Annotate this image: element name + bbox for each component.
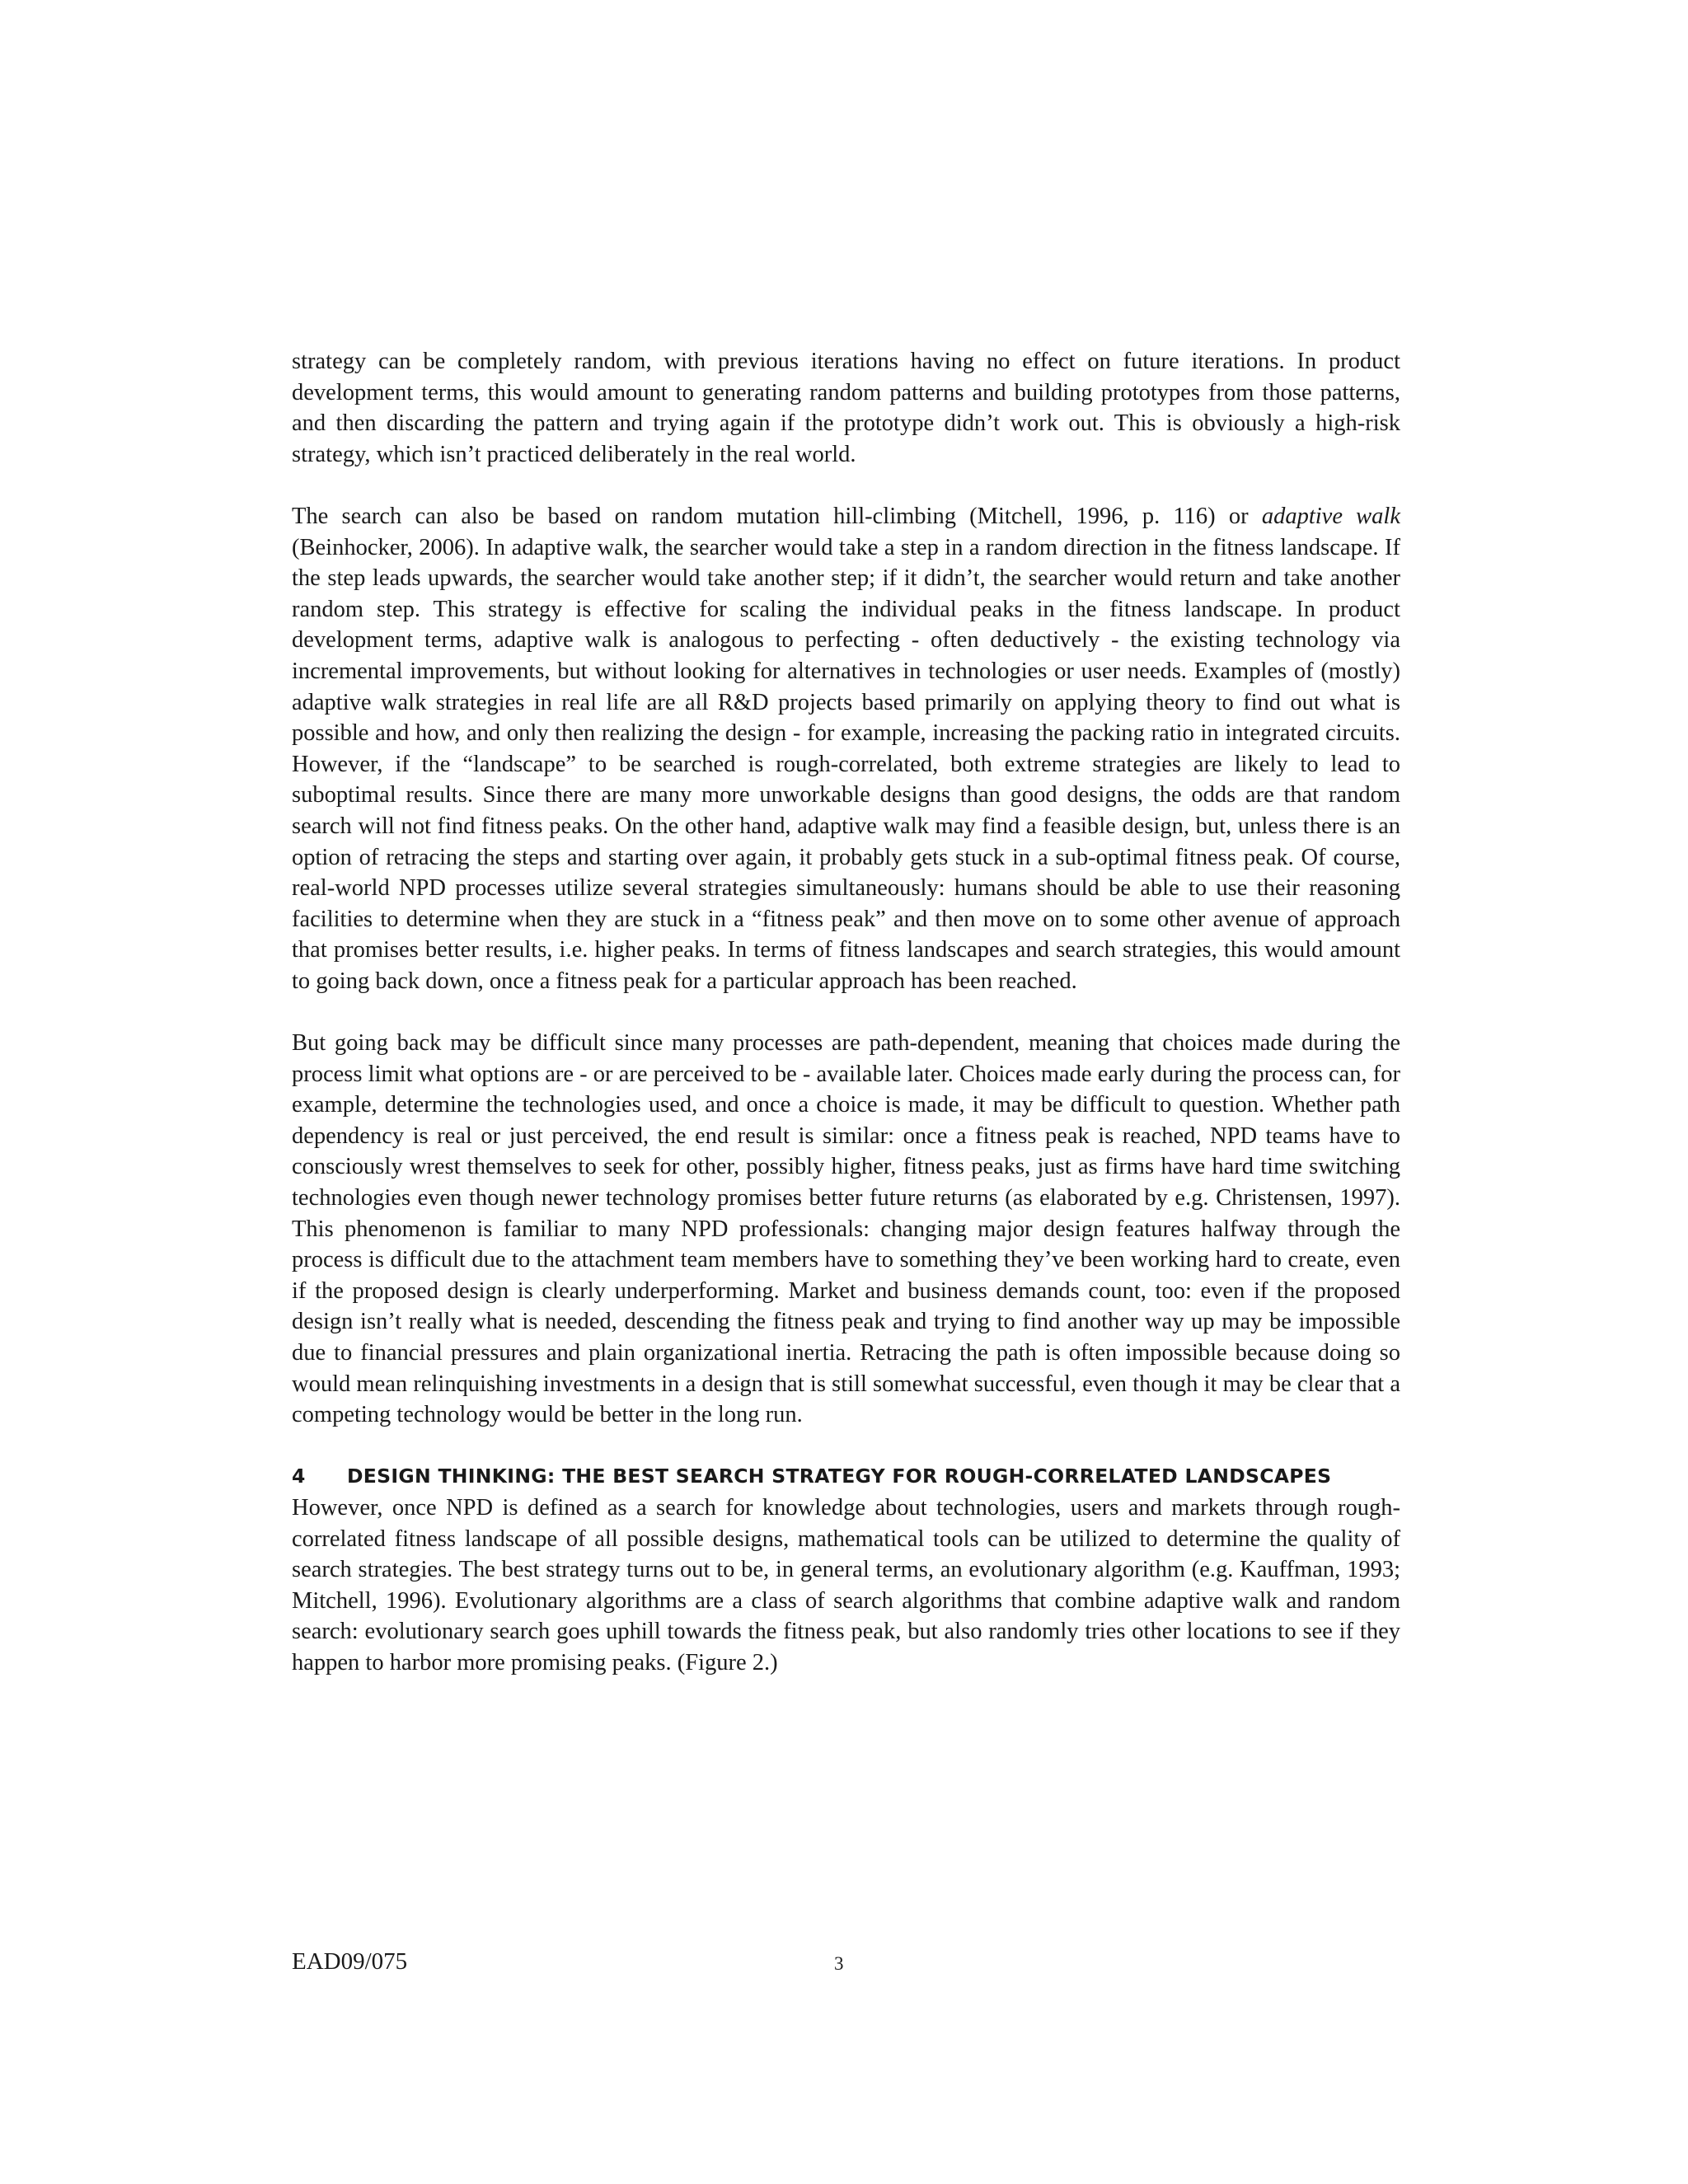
paragraph-random-search: strategy can be completely random, with previous iterations having no effect on future iterations. In product development terms, this would amount to generating random patterns and building prototypes from those patterns, and then discarding the pattern and trying again if the prototype didn’t work out. This is obviously a high-risk strategy, which isn’t practiced deliberately in the real world. bbox=[292, 349, 1400, 467]
section-title: DESIGN THINKING: THE BEST SEARCH STRATEGY FOR ROUGH-CORRELATED LANDSCAPES bbox=[347, 1465, 1332, 1488]
paragraph-evolutionary-search: However, once NPD is defined as a search for knowledge about technologies, users and markets through rough-correlated fitness landscape of all possible designs, mathematical tools can be utilized to determine the quality of search strategies. The best strategy turns out to be, in general terms, an evolutionary algorithm (e.g. Kauffman, 1993; Mitchell, 1996). Evolutionary algorithms are a class of search algorithms that combine adaptive walk and random search: evolutionary search goes uphill towards the fitness peak, but also randomly tries other locations to see if they happen to harbor more promising peaks. (Figure 2.) bbox=[292, 1494, 1400, 1675]
page-number: 3 bbox=[834, 1953, 844, 1974]
footer-paper-id: EAD09/075 bbox=[292, 1948, 408, 1975]
section-number: 4 bbox=[292, 1465, 306, 1488]
main-text-column bbox=[292, 346, 1400, 1679]
section-heading bbox=[292, 1461, 1400, 1493]
paragraph-adaptive-walk bbox=[292, 501, 1400, 997]
paragraph-adaptive-walk-rest: (Beinhocker, 2006). In adaptive walk, the searcher would take a step in a random direction in the fitness landscape. If the step leads upwards, the searcher would take another step; if it didn’t, the searcher would return and take another random step. This strategy is effective for scaling the individual peaks in the fitness landscape. In product development terms, adaptive walk is analogous to perfecting - often deductively - the existing technology via incremental improvements, but without looking for alternatives in technologies or user needs. Examples of (mostly) adaptive walk strategies in real life are all R&D projects based primarily on applying theory to find out what is possible and how, and only then realizing the design - for example, increasing the packing ratio in integrated circuits. However, if the “landscape” to be searched is rough-correlated, both extreme strategies are likely to lead to suboptimal results. Since there are many more unworkable designs than good designs, the odds are that random search will not find fitness peaks. On the other hand, adaptive walk may find a feasible design, but, unless there is an option of retracing the steps and starting over again, it probably gets stuck in a sub-optimal fitness peak. Of course, real-world NPD processes utilize several strategies simultaneously: humans should be able to use their reasoning facilities to determine when they are stuck in a “fitness peak” and then move on to some other avenue of approach that promises better results, i.e. higher peaks. In terms of fitness landscapes and search strategies, this would amount to going back down, once a fitness peak for a particular approach has been reached. bbox=[292, 534, 1400, 994]
paragraph-path-dependency: But going back may be difficult since many processes are path-dependent, meaning that choices made during the process limit what options are - or are perceived to be - available later. Choices made early during the process can, for example, determine the technologies used, and once a choice is made, it may be difficult to question. Whether path dependency is real or just perceived, the end result is similar: once a fitness peak is reached, NPD teams have to consciously wrest themselves to seek for other, possibly higher, fitness peaks, just as firms have hard time switching technologies even though newer technology promises better future returns (as elaborated by e.g. Christensen, 1997). This phenomenon is familiar to many NPD professionals: changing major design features halfway through the process is difficult due to the attachment team members have to something they’ve been working hard to create, even if the proposed design is clearly underperforming. Market and business demands count, too: even if the proposed design isn’t really what is needed, descending the fitness peak and trying to find another way up may be impossible due to financial pressures and plain organizational inertia. Retracing the path is often impossible because doing so would mean relinquishing investments in a design that is still somewhat successful, even though it may be clear that a competing technology would be better in the long run. bbox=[292, 1030, 1400, 1428]
adaptive-walk-term: adaptive walk bbox=[1261, 503, 1401, 529]
paragraph-adaptive-walk-start: The search can also be based on random mutation hill-climbing (Mitchell, 1996, p. 116) or bbox=[292, 503, 1262, 529]
